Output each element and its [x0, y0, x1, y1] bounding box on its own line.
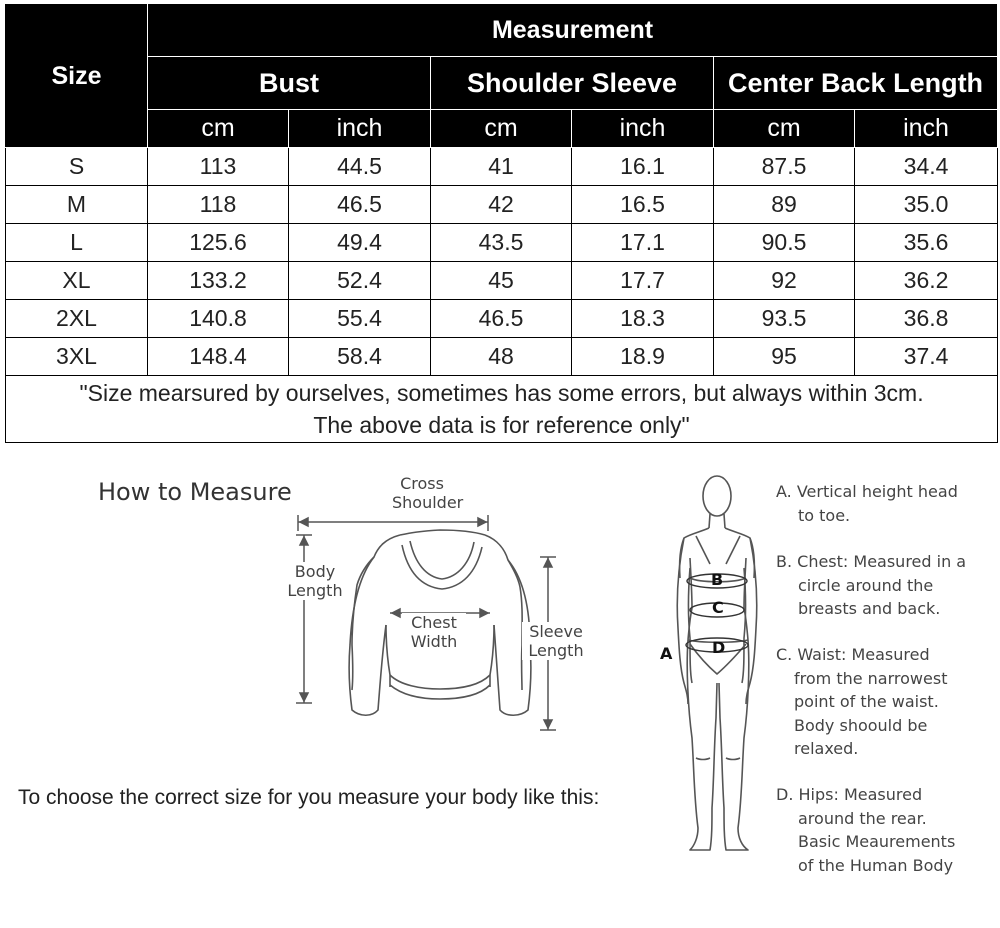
- value-cell: 34.4: [855, 148, 998, 186]
- value-cell: 17.1: [572, 224, 714, 262]
- description-d: [776, 783, 955, 877]
- value-cell: 35.0: [855, 186, 998, 224]
- desc-line: from the narrowest: [794, 668, 948, 688]
- value-cell: 48: [431, 338, 572, 376]
- table-row: [6, 262, 998, 300]
- value-cell: 37.4: [855, 338, 998, 376]
- size-note-line-2: The above data is for reference only": [313, 412, 690, 438]
- table-row: [6, 338, 998, 376]
- value-cell: 55.4: [289, 300, 431, 338]
- value-cell: 36.8: [855, 300, 998, 338]
- marker-c: C: [712, 598, 724, 617]
- cross-shoulder-label: [392, 474, 464, 512]
- desc-line: point of the waist.: [794, 692, 939, 711]
- size-note-line-1: "Size mearsured by ourselves, sometimes has some errors, but always within 3cm.: [79, 380, 924, 406]
- value-cell: 95: [714, 338, 855, 376]
- measurement-header: Measurement: [148, 5, 998, 57]
- value-cell: 49.4: [289, 224, 431, 262]
- body-figure-sketch: [660, 468, 770, 860]
- value-cell: 17.7: [572, 262, 714, 300]
- value-cell: 140.8: [148, 300, 289, 338]
- value-cell: 16.1: [572, 148, 714, 186]
- size-note: [6, 376, 998, 443]
- desc-line: around the rear.: [798, 808, 927, 828]
- desc-line: Basic Meaurements: [798, 832, 956, 851]
- value-cell: 16.5: [572, 186, 714, 224]
- value-cell: 118: [148, 186, 289, 224]
- desc-line: D. Hips: Measured: [776, 785, 923, 804]
- table-row: [6, 186, 998, 224]
- label-line: Cross: [400, 474, 444, 493]
- marker-d: D: [712, 638, 726, 657]
- shoulder-sleeve-header: Shoulder Sleeve: [431, 57, 714, 110]
- value-cell: 89: [714, 186, 855, 224]
- description-a: [776, 480, 958, 527]
- table-row: [6, 148, 998, 186]
- value-cell: 42: [431, 186, 572, 224]
- table-row: [6, 224, 998, 262]
- size-cell: M: [6, 186, 148, 224]
- unit-header: inch: [289, 110, 431, 148]
- value-cell: 41: [431, 148, 572, 186]
- body-length-label: [282, 562, 348, 600]
- value-cell: 87.5: [714, 148, 855, 186]
- unit-header: cm: [148, 110, 289, 148]
- chest-width-label: [402, 613, 466, 651]
- label-line: Length: [287, 581, 343, 600]
- marker-b: B: [711, 570, 724, 589]
- value-cell: 46.5: [289, 186, 431, 224]
- value-cell: 148.4: [148, 338, 289, 376]
- value-cell: 44.5: [289, 148, 431, 186]
- label-line: Width: [410, 632, 458, 651]
- desc-line: of the Human Body: [798, 855, 954, 875]
- label-line: Sleeve: [529, 622, 583, 641]
- unit-header: inch: [572, 110, 714, 148]
- description-c: [776, 643, 947, 761]
- value-cell: 43.5: [431, 224, 572, 262]
- value-cell: 18.9: [572, 338, 714, 376]
- sleeve-length-label: [522, 622, 590, 660]
- table-header: [6, 5, 998, 148]
- unit-header: cm: [714, 110, 855, 148]
- desc-line: to toe.: [798, 505, 851, 525]
- size-column-header: Size: [6, 5, 148, 148]
- size-cell: XL: [6, 262, 148, 300]
- desc-line: Body shoould be: [794, 715, 928, 735]
- center-back-length-header: Center Back Length: [714, 57, 998, 110]
- table-row: [6, 300, 998, 338]
- value-cell: 133.2: [148, 262, 289, 300]
- value-cell: 90.5: [714, 224, 855, 262]
- measure-instruction: To choose the correct size for you measure your body like this:: [18, 786, 600, 809]
- value-cell: 46.5: [431, 300, 572, 338]
- desc-line: breasts and back.: [798, 599, 941, 618]
- size-cell: S: [6, 148, 148, 186]
- bust-header: Bust: [148, 57, 431, 110]
- desc-line: circle around the: [798, 575, 934, 595]
- desc-line: relaxed.: [794, 739, 859, 758]
- value-cell: 35.6: [855, 224, 998, 262]
- value-cell: 18.3: [572, 300, 714, 338]
- size-cell: 2XL: [6, 300, 148, 338]
- unit-header: inch: [855, 110, 998, 148]
- label-line: Shoulder: [392, 493, 464, 512]
- marker-a: A: [660, 644, 673, 663]
- value-cell: 52.4: [289, 262, 431, 300]
- label-line: Length: [528, 641, 584, 660]
- value-cell: 125.6: [148, 224, 289, 262]
- value-cell: 45: [431, 262, 572, 300]
- table-note-row: [6, 376, 998, 443]
- desc-line: A. Vertical height head: [776, 482, 958, 501]
- desc-line: B. Chest: Measured in a: [776, 552, 967, 571]
- description-b: [776, 550, 966, 621]
- value-cell: 58.4: [289, 338, 431, 376]
- value-cell: 36.2: [855, 262, 998, 300]
- size-chart-table: [5, 4, 998, 443]
- desc-line: C. Waist: Measured: [776, 645, 930, 664]
- value-cell: 113: [148, 148, 289, 186]
- value-cell: 92: [714, 262, 855, 300]
- size-cell: L: [6, 224, 148, 262]
- unit-header: cm: [431, 110, 572, 148]
- label-line: Chest: [411, 613, 457, 632]
- how-to-measure-title: How to Measure: [98, 478, 292, 506]
- label-line: Body: [294, 562, 336, 581]
- value-cell: 93.5: [714, 300, 855, 338]
- size-cell: 3XL: [6, 338, 148, 376]
